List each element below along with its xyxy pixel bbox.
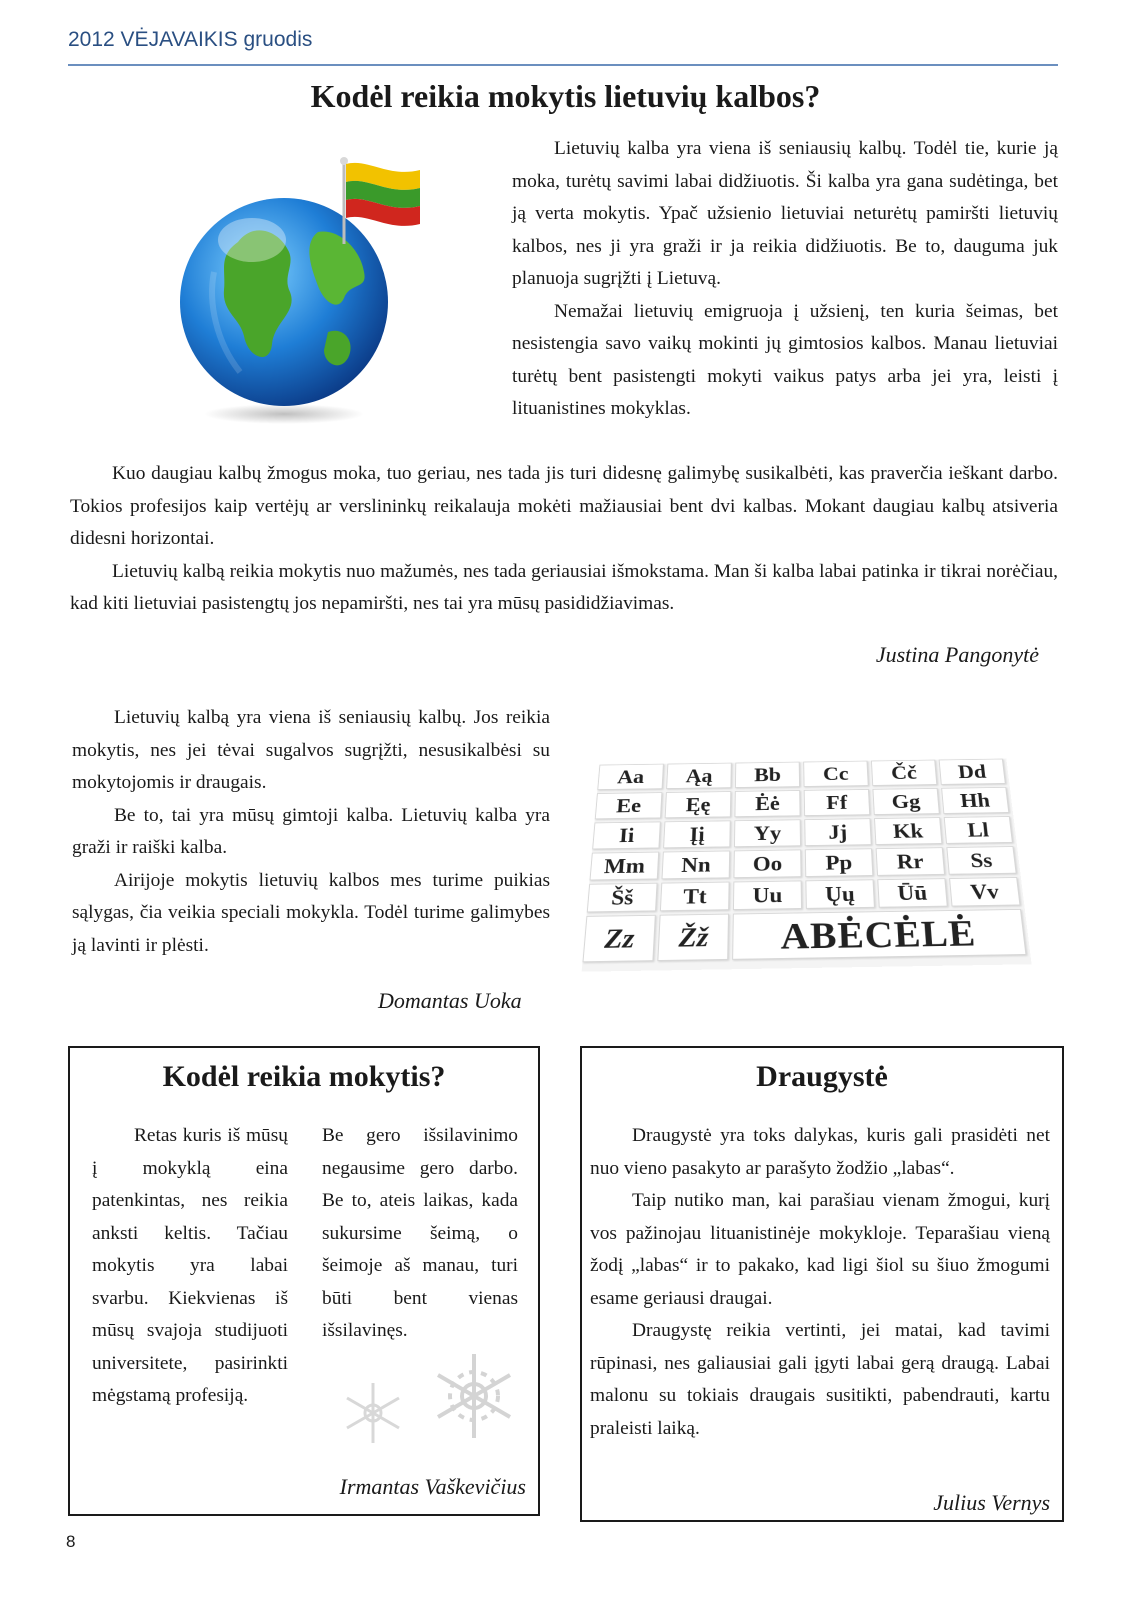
alphabet-card: Ėė [734,790,800,817]
box-column [322,1120,518,1348]
alphabet-card: Yy [734,819,801,847]
box-title: Kodėl reikia mokytis? [162,1060,446,1093]
paragraph: Taip nutiko man, kai parašiau vienam žmogui, kurį vos pažinojau lituanistinėje mokykloje. Teparašiau vieną žodį „labas“ ir to pakako, kad ligi šiol su šiuo žmogumi esame geriausi draugai. [590,1190,1050,1309]
box-why-learn [68,1046,540,1516]
snowflake-icon [426,1348,522,1444]
alphabet-cards-image [582,759,1032,972]
alphabet-card: Ąą [666,763,732,789]
box-column [92,1120,288,1413]
alphabet-card: Rr [876,847,945,876]
second-article-text [72,702,550,962]
author-signature: Justina Pangonytė [875,642,1039,667]
paragraph: Lietuvių kalbą reikia mokytis nuo mažumės, nes tada geriausiai išmokstama. Man ši kalba labai patinka ir tikrai norėčiau, kad kiti lietuviai pasistengtų jos nepamiršti, nes tai yra mūsų pasididžiavimas. [70,560,1058,614]
alphabet-card: Vv [949,877,1020,906]
alphabet-card: Nn [662,851,731,880]
alphabet-card: Bb [735,762,800,788]
paragraph: Nemažai lietuvių emigruoja į užsienį, ten kuria šeimas, bet nesistengia savo vaikų mokinti jų gimtosios kalbos. Manau lietuviai turėtų bent pasistengti mokyti vaikus patys arba jei yra, leisti į lituanistines mokyklas. [512,300,1058,419]
article-title: Kodėl reikia mokytis lietuvių kalbos? [310,78,821,114]
box-friendship [580,1046,1064,1522]
alphabet-card: Kk [874,817,942,845]
alphabet-card: Pp [805,848,873,877]
paragraph: Draugystę reikia vertinti, jei matai, kad tavimi rūpinasi, nes galiausiai gali įgyti labai gerą draugą. Labai malonu su tokiais draugais susitikti, pabendrauti, kartu praleisti laiką. [590,1320,1050,1439]
running-header: 2012 VĖJAVAIKIS gruodis [68,28,313,51]
alphabet-card: Čč [871,760,937,786]
alphabet-card: Ll [944,816,1013,844]
alphabet-word-card: ABĖCĖLĖ [732,909,1026,960]
header-rule [68,64,1058,66]
globe-flag-illustration [178,152,428,432]
alphabet-card: Ųų [805,879,875,908]
alphabet-card: Cc [803,761,868,787]
author-signature: Irmantas Vaškevičius [339,1474,526,1499]
alphabet-card: Ii [592,821,661,849]
paragraph: Kuo daugiau kalbų žmogus moka, tuo geriau, nes tada jis turi didesnę galimybę susikalbėti, kas praverčia ieškant darbo. Tokios profesijos kaip vertėjų ar verslininkų reikalauja mokėti mažiausiai bent dvi kalbas. Mokant daugiau kalbų atsiveria didesni horizontai. [70,463,1058,549]
alphabet-card: Ūū [877,878,947,907]
snowflake-icon [338,1378,408,1448]
author-signature: Domantas Uoka [378,988,522,1013]
paragraph: Lietuvių kalba yra viena iš seniausių kalbų. Todėl tie, kurie ją moka, turėtų savimi labai didžiuotis. Ši kalba yra gana sudėtinga, bet ją verta mokytis. Ypač užsienio lietuviai neturėtų pamiršti lietuvių kalbos, nes ji yra graži ir ja reikia didžiuotis. Be to, dauguma juk planuoja sugrįžti į Lietuvą. [512,138,1058,289]
box-text [590,1120,1050,1445]
alphabet-card: Aa [597,764,664,790]
page-number: 8 [66,1532,76,1551]
author-signature: Julius Vernys [933,1490,1050,1515]
alphabet-card: Oo [733,849,801,878]
alphabet-card: Ss [946,846,1016,875]
alphabet-card: Jj [804,818,871,846]
alphabet-card: Zz [582,915,655,962]
alphabet-card: Įį [663,820,731,848]
alphabet-card: Hh [941,787,1009,814]
alphabet-card: Ff [804,789,870,816]
alphabet-card: Ee [595,792,663,819]
alphabet-card: Šš [587,883,658,913]
paragraph: Draugystė yra toks dalykas, kuris gali prasidėti net nuo vieno pasakyto ar parašyto žodžio „labas“. [590,1125,1050,1179]
paragraph: Airijoje mokytis lietuvių kalbos mes turime puikias sąlygas, čia veikia speciali mokykla. Todėl turime galimybes ją lavinti ir plėsti. [72,869,550,956]
alphabet-card: Žž [657,914,729,961]
full-width-text-block [70,458,1058,621]
alphabet-card: Dd [939,759,1006,785]
paragraph: Be gero išsilavinimo negausime gero darbo. Be to, ateis laikas, kada sukursime šeimą, o šeimoje aš manau, turi būti bent vienas išsilavinęs. [322,1125,518,1341]
box-title: Draugystė [756,1060,888,1093]
alphabet-card: Gg [872,788,939,815]
paragraph: Be to, tai yra mūsų gimtoji kalba. Lietuvių kalba yra graži ir raiški kalba. [72,804,550,858]
alphabet-card: Uu [733,880,802,910]
paragraph: Lietuvių kalbą yra viena iš seniausių kalbų. Jos reikia mokytis, nes jei tėvai sugalvos sugrįžti, nesusikalbėsi su mokytojomis ir draugais. [72,707,550,793]
alphabet-card: Ęę [665,791,732,818]
paragraph: Retas kuris iš mūsų į mokyklą eina patenkintas, nes reikia anksti keltis. Tačiau mokytis yra labai svarbu. Kiekvienas iš mūsų svajoja studijuoti universitete, pasirinkti mėgstamą profesiją. [92,1125,288,1406]
alphabet-card: Tt [660,882,730,912]
alphabet-card: Mm [590,852,660,881]
intro-text-block [512,133,1058,426]
